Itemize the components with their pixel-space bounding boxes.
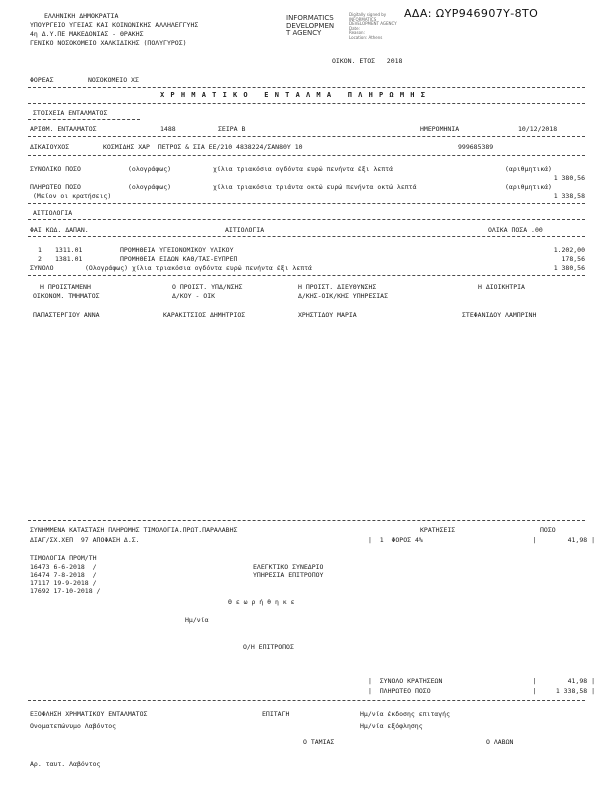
signatory-title: Ο ΠΡΟΙΣΤ. ΥΠΔ/ΝΣΗΣ: [172, 283, 243, 291]
separator-line-short: [28, 119, 140, 120]
court-of-audit-label: ΕΛΕΓΚΤΙΚΟ ΣΥΝΕΔΡΙΟ: [253, 563, 324, 571]
recipient-name-label: Ονοματεπώνυμο Λαβόντος: [30, 722, 117, 730]
minus-deductions-note: (Μείον οι κρατήσεις): [33, 192, 112, 200]
table-row-number: 2: [38, 255, 42, 263]
table-row-description: ΠΡΟΜΗΘΕΙΑ ΥΓΕΙΟΝΟΜΙΚΟΥ ΥΛΙΚΟΥ: [120, 246, 234, 254]
ministry-line: ΥΠΟΥΡΓΕΙΟ ΥΓΕΙΑΣ ΚΑΙ ΚΟΙΝΩΝΙΚΗΣ ΑΛΛΗΛΕΓΓΥΗΣ: [30, 21, 199, 29]
deduction-row: | 1 ΦΟΡΟΣ 4%: [368, 536, 423, 544]
invoices-title: ΤΙΜΟΛΟΓΙΑ ΠΡΟΜ/ΤΗ: [30, 554, 97, 562]
column-header-code: ΦΑΙ ΚΩΔ. ΔΑΠΑΝ.: [30, 226, 89, 234]
signature-detail-line: Location: Athens: [349, 34, 383, 40]
beneficiary-afm: 999685389: [458, 143, 494, 151]
table-row-code: 1381.01: [55, 255, 83, 263]
signatory-name: ΠΑΠΑΣΤΕΡΓΙΟΥ ΑΝΝΑ: [33, 311, 100, 319]
table-row-description: ΠΡΟΜΗΘΕΙΑ ΕΙΔΩΝ ΚΑΘ/ΤΑΣ-ΕΥΠΡΕΠ: [120, 255, 238, 263]
table-total-words: (Ολογράφως) χίλια τριακόσια ογδόντα ευρώ πενήντα έξι λεπτά: [85, 264, 312, 272]
signatory-title: Η ΔΙΟΙΚΗΤΡΙΑ: [478, 283, 525, 291]
justification-title: ΑΙΤΙΟΛΟΓΙΑ: [33, 209, 73, 217]
signature-detail-line: Reason:: [349, 30, 365, 36]
stamp-agency-line-3: T AGENCY: [286, 29, 322, 37]
hospital-line: ΓΕΝΙΚΟ ΝΟΣΟΚΟΜΕΙΟ ΧΑΛΚΙΔΙΚΗΣ (ΠΟΛΥΓΥΡΟΣ): [30, 39, 187, 47]
attachments-decision-line: ΔΙΑΓ/ΣΧ.ΧΕΠ 97 ΑΠΟΦΑΣΗ Δ.Σ.: [30, 536, 140, 544]
signature-details-block: [349, 13, 439, 41]
invoice-line: 16474 7-8-2018 /: [30, 571, 97, 579]
separator-line: [28, 520, 585, 521]
date-label: Ημ/νία: [185, 616, 209, 624]
cheque-label: ΕΠΙΤΑΓΗ: [262, 710, 290, 718]
table-row-amount: 178,56: [561, 255, 585, 263]
deduction-amount: | 41,98 |: [532, 536, 595, 544]
column-header-amounts: ΟΛΙΚΑ ΠΟΣΑ .00: [488, 226, 543, 234]
invoice-line: 17117 19-9-2018 /: [30, 579, 97, 587]
signature-detail-line: Digitally signed by: [349, 12, 387, 17]
separator-line: [28, 203, 585, 204]
in-words-label: (ολογράφως): [128, 183, 172, 191]
document-title: Χ Ρ Η Μ Α Τ Ι Κ Ο Ε Ν Τ Α Λ Μ Α Π Λ Η Ρ Ω Μ Η Σ: [160, 91, 426, 99]
separator-line: [28, 219, 585, 220]
warrant-number-label: ΑΡΙΘΜ. ΕΝΤΑΛΜΑΤΟΣ: [30, 125, 97, 133]
attachments-line: ΣΥΝΗΜΜΕΝΑ ΚΑΤΑΣΤΑΣΗ ΠΛΗΡΩΜΗΣ ΤΙΜΟΛΟΓΙΑ.ΠΡΩΤ.ΠΑΡΑΛΑΒΗΣ: [30, 526, 238, 534]
invoice-line: 16473 6-6-2018 /: [30, 563, 97, 571]
column-header-justification: ΑΙΤΙΟΛΟΓΙΑ: [225, 226, 265, 234]
signature-detail-line: DEVELOPMENT AGENCY: [349, 21, 397, 27]
warrant-section-title: ΣΤΟΙΧΕΙΑ ΕΝΤΑΛΜΑΤΟΣ: [33, 109, 108, 117]
warrant-date-label: ΗΜΕΡΟΜΗΝΙΑ: [420, 125, 460, 133]
signature-detail-line: Date:: [349, 25, 360, 31]
table-row-code: 1311.01: [55, 246, 83, 254]
cashier-label: Ο ΤΑΜΙΑΣ: [303, 738, 335, 746]
warrant-date-value: 10/12/2018: [518, 125, 558, 133]
signatory-subtitle: Δ/ΚΗΣ-ΟΙΚ/ΚΗΣ ΥΠΗΡΕΣΙΑΣ: [298, 292, 389, 300]
foreas-label: ΦΟΡΕΑΣ: [30, 76, 54, 84]
signatory-title: Η ΠΡΟΙΣΤΑΜΕΝΗ: [40, 283, 91, 291]
fiscal-year: ΟΙΚΟΝ. ΕΤΟΣ 2018: [332, 57, 403, 65]
settlement-date-label: Ημ/νία εξόφλησης: [360, 722, 423, 730]
ada-code: ΑΔΑ: ΩΥΡ946907Υ-8ΤΟ: [404, 7, 539, 20]
total-amount-label: ΣΥΝΟΛΙΚΟ ΠΟΣΟ: [30, 165, 81, 173]
amount-header: ΠΟΣΟ: [540, 526, 556, 534]
commissioner-service-label: ΥΠΗΡΕΣΙΑ ΕΠΙΤΡΟΠΟΥ: [253, 571, 324, 579]
signatory-subtitle: ΟΙΚΟΝΟΜ. ΤΜΗΜΑΤΟΣ: [33, 292, 100, 300]
digital-signature-stamp: [286, 15, 350, 38]
payable-amount-label: ΠΛΗΡΩΤΕΟ ΠΟΣΟ: [30, 183, 81, 191]
total-deductions-amount: | 41,98 |: [532, 677, 595, 685]
stamp-agency-line-2: DEVELOPMEN: [286, 21, 335, 30]
deductions-header: ΚΡΑΤΗΣΕΙΣ: [420, 526, 456, 534]
warrant-number-value: 1488: [160, 125, 176, 133]
table-total-amount: 1 380,56: [553, 264, 585, 272]
recipient-label: Ο ΛΑΒΩΝ: [486, 738, 514, 746]
total-amount-numeric: 1 380,56: [553, 174, 585, 182]
invoice-line: 17692 17-10-2018 /: [30, 587, 101, 595]
payable-summary-amount: | 1 338,58 |: [532, 687, 595, 695]
separator-line: [28, 275, 585, 276]
commissioner-label: Ο/Η ΕΠΙΤΡΟΠΟΣ: [243, 643, 294, 651]
signatory-subtitle: Δ/ΚΟΥ - ΟΙΚ: [172, 292, 216, 300]
numeric-label: (αριθμητικά): [505, 183, 552, 191]
numeric-label: (αριθμητικά): [505, 165, 552, 173]
signatory-name: ΚΑΡΑΚΙΤΣΙΟΣ ΔΗΜΗΤΡΙΟΣ: [163, 311, 246, 319]
health-region-line: 4η Δ.Υ.ΠΕ ΜΑΚΕΔΟΝΙΑΣ - ΘΡΑΚΗΣ: [30, 30, 144, 38]
signature-detail-line: INFORMATICS: [349, 16, 377, 22]
signatory-title: Η ΠΡΟΙΣΤ. ΔΙΕΥΘΥΝΣΗΣ: [298, 283, 377, 291]
stamp-agency-line-1: INFORMATICS: [286, 14, 334, 22]
separator-line: [28, 103, 585, 104]
recipient-id-label: Αρ. ταυτ. Λαβόντος: [30, 760, 101, 768]
signatory-name: ΣΤΕΦΑΝΙΔΟΥ ΛΑΜΠΡΙΝΗ: [462, 311, 537, 319]
table-row-number: 1: [38, 246, 42, 254]
payable-amount-words: χίλια τριακόσια τριάντα οκτώ ευρώ πενήντα οκτώ λεπτά: [213, 183, 417, 191]
separator-line: [28, 236, 585, 237]
warrant-series: ΣΕΙΡΑ Β: [218, 125, 246, 133]
beneficiary-label: ΔΙΚΑΙΟΥΧΟΣ: [30, 143, 70, 151]
separator-line: [28, 155, 585, 156]
approved-label: Θ ε ω ρ ή θ η κ ε: [228, 598, 295, 606]
beneficiary-name: ΚΟΣΜΙΔΗΣ ΧΑΡ ΠΕΤΡΟΣ & ΣΙΑ ΕΕ/210 4838224/ΣΑΝ80Υ 10: [103, 143, 303, 151]
in-words-label: (ολογράφως): [128, 165, 172, 173]
foreas-value: ΝΟΣΟΚΟΜΕΙΟ ΧΣ: [88, 76, 139, 84]
payable-amount-numeric: 1 338,58: [553, 192, 585, 200]
table-total-label: ΣΥΝΟΛΟ: [30, 264, 54, 272]
settlement-title: ΕΞΟΦΛΗΣΗ ΧΡΗΜΑΤΙΚΟΥ ΕΝΤΑΛΜΑΤΟΣ: [30, 710, 148, 718]
table-row-amount: 1.202,00: [553, 246, 585, 254]
separator-line: [28, 87, 585, 88]
total-amount-words: χίλια τριακόσια ογδόντα ευρώ πενήντα έξι λεπτά: [213, 165, 394, 173]
signatory-name: ΧΡΗΣΤΙΔΟΥ ΜΑΡΙΑ: [298, 311, 357, 319]
hellenic-republic-line: ΕΛΛΗΝΙΚΗ ΔΗΜΟΚΡΑΤΙΑ: [44, 12, 119, 20]
payable-summary-label: | ΠΛΗΡΩΤΕΟ ΠΟΣΟ: [368, 687, 431, 695]
separator-line: [28, 700, 585, 701]
total-deductions-label: | ΣΥΝΟΛΟ ΚΡΑΤΗΣΕΩΝ: [368, 677, 443, 685]
separator-line: [28, 136, 585, 137]
cheque-issue-date-label: Ημ/νία έκδοσης επιταγής: [360, 710, 451, 718]
